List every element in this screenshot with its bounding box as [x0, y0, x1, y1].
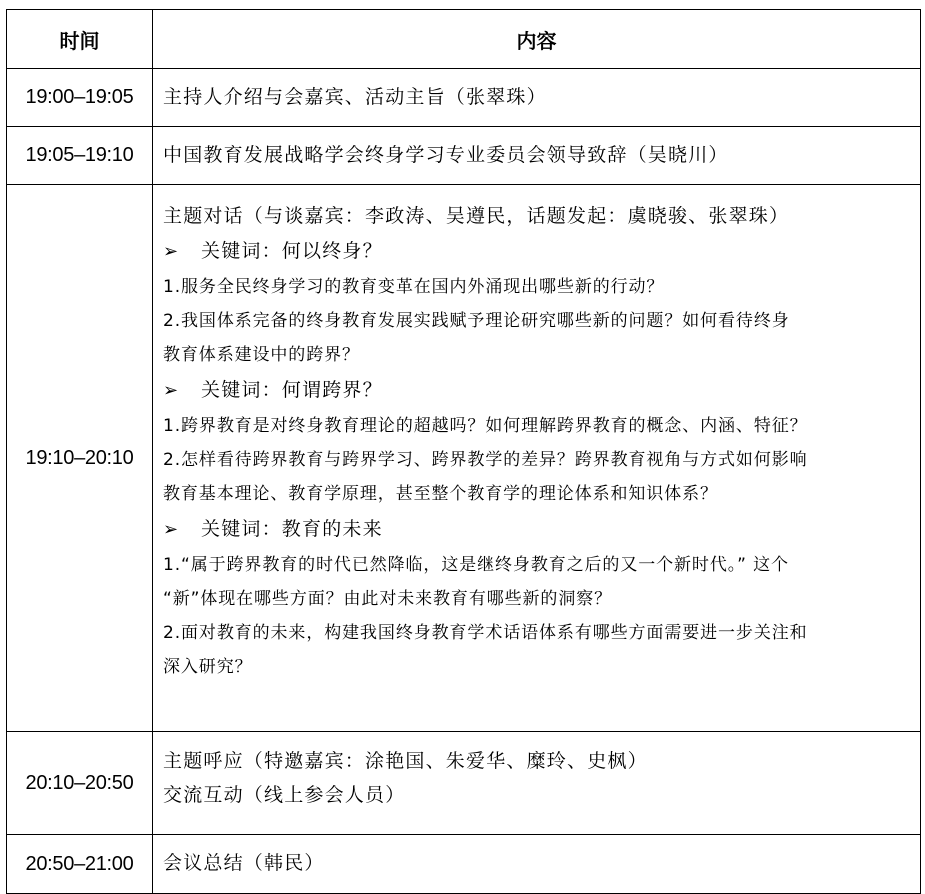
- question-line: 1.服务全民终身学习的教育变革在国内外涌现出哪些新的行动？: [163, 277, 665, 297]
- question-line: 1.跨界教育是对终身教育理论的超越吗？如何理解跨界教育的概念、内涵、特征？: [163, 416, 808, 436]
- table-row: [7, 127, 921, 185]
- time-cell: 19:00–19:05: [7, 69, 153, 127]
- keyword-label: 关键词：教育的未来: [201, 518, 383, 540]
- header-content: 内容: [153, 10, 921, 69]
- table-row: [7, 835, 921, 894]
- content-text: 交流互动（线上参会人员）: [163, 784, 406, 806]
- dialogue-intro: 主题对话（与谈嘉宾：李政涛、吴遵民，话题发起：虞晓骏、张翠珠）: [163, 205, 790, 227]
- question-line: 2.怎样看待跨界教育与跨界学习、跨界教学的差异？跨界教育视角与方式如何影响: [163, 450, 808, 470]
- time-cell: 19:10–20:10: [7, 185, 153, 732]
- arrow-bullet-icon: ➢: [163, 380, 180, 401]
- table-header-row: [7, 10, 921, 69]
- question-line: 1.“属于跨界教育的时代已然降临，这是继终身教育之后的又一个新时代。” 这个: [163, 555, 789, 575]
- content-text: 主题呼应（特邀嘉宾：涂艳国、朱爱华、糜玲、史枫）: [163, 750, 648, 772]
- content-cell: [153, 69, 921, 127]
- keyword-heading: [163, 372, 914, 409]
- question-line: 2.面对教育的未来，构建我国终身教育学术话语体系有哪些方面需要进一步关注和: [163, 623, 808, 643]
- table-row: [7, 185, 921, 732]
- content-cell: [153, 835, 921, 894]
- question-line: 2.我国体系完备的终身教育发展实践赋予理论研究哪些新的问题？如何看待终身: [163, 311, 790, 331]
- time-cell: 20:10–20:50: [7, 732, 153, 835]
- question-line: 教育基本理论、教育学原理，甚至整个教育学的理论体系和知识体系？: [163, 484, 718, 504]
- content-text: 中国教育发展战略学会终身学习专业委员会领导致辞（吴晓川）: [163, 144, 729, 166]
- content-cell: [153, 732, 921, 835]
- time-cell: 20:50–21:00: [7, 835, 153, 894]
- arrow-bullet-icon: ➢: [163, 519, 180, 540]
- agenda-table: [6, 9, 921, 894]
- arrow-bullet-icon: ➢: [163, 241, 180, 262]
- question-line: 教育体系建设中的跨界？: [163, 345, 360, 365]
- header-time: 时间: [7, 10, 153, 69]
- table-row: [7, 732, 921, 835]
- question-line: 深入研究？: [163, 657, 253, 677]
- keyword-label: 关键词：何谓跨界？: [201, 379, 383, 401]
- content-cell: [153, 127, 921, 185]
- time-cell: 19:05–19:10: [7, 127, 153, 185]
- content-cell: [153, 185, 921, 732]
- content-text: 会议总结（韩民）: [163, 852, 325, 874]
- keyword-heading: [163, 511, 914, 548]
- keyword-heading: [163, 233, 914, 270]
- table-row: [7, 69, 921, 127]
- keyword-label: 关键词：何以终身？: [201, 240, 383, 262]
- question-line: “新”体现在哪些方面？由此对未来教育有哪些新的洞察？: [163, 589, 613, 609]
- content-text: 主持人介绍与会嘉宾、活动主旨（张翠珠）: [163, 86, 547, 108]
- topic-dialogue: [163, 185, 914, 684]
